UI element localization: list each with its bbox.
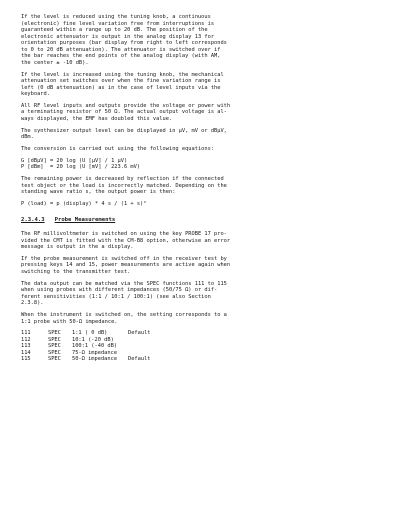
paragraph [21,231,372,251]
conversion-equations [21,158,372,171]
text-line: to 0 to 20 dB attenuation). The attenuator is switched over if [21,46,221,53]
reflection-section [21,176,372,196]
spec-key: SPEC [48,330,61,337]
text-line: vided the CMT is fitted with the CM-B8 option, otherwise an error [21,237,231,244]
spec-setting: 1:1 ( 0 dB) [72,330,108,337]
power-formula: P (load) = p (display) * 4 s / (1 + s)² [21,200,147,207]
text-line: keyboard. [21,91,50,98]
spec-number: 111 [21,330,31,337]
spec-key: SPEC [48,349,61,356]
spec-key: SPEC [48,343,61,350]
text-line: The data output can be matched via the SPEC functions 111 to 115 [21,280,227,287]
text-line: attenuation set switches over when the fine variation range is [21,78,221,85]
paragraph [21,146,372,153]
text-line: left (0 dB attenuation) as in the case of level inputs via the [21,84,221,91]
text-line: All RF level inputs and outputs provide the voltage or power with [21,102,231,109]
paragraph [21,281,372,307]
paragraph [21,312,372,325]
text-line: when using probes with different impedances (50/75 Ω) or dif- [21,287,218,294]
text-line: electronic attenuator is output in the analog display 13 for [21,33,215,40]
spec-note: Default [128,356,151,363]
power-formula-block [21,201,372,208]
text-line: dBm. [21,134,34,141]
text-line: 2.3.8). [21,300,44,307]
spec-number: 114 [21,349,31,356]
level-section [21,14,372,153]
section-title: Probe Measurements [54,217,116,224]
spec-number: 115 [21,356,31,363]
text-line: The synthesizer output level can be displayed in µV, mV or dBµV, [21,127,227,134]
spec-setting: 75-Ω impedance [72,349,118,356]
section-number: 2.3.4.3 [21,217,45,224]
text-line: ferent sensitivities (1:1 / 10:1 / 100:1) (see also Section [21,293,211,300]
text-line: pressing keys 14 and 15, power measurements are active again when [21,262,231,269]
text-line: When the instrument is switched on, the setting corresponds to a [21,312,227,319]
text-line: The conversion is carried out using the following equations: [21,146,215,153]
paragraph [21,176,372,196]
text-line: guaranteed within a range up to 20 dB. The position of the [21,27,208,34]
text-line: orientation purposes (bar display from right to left corresponds [21,40,227,47]
spec-row [21,356,372,363]
spec-note: Default [128,330,151,337]
text-line: If the level is reduced using the tuning knob, a continuous [21,14,211,20]
probe-section [21,231,372,325]
paragraph [21,72,372,98]
equation-dbm: P [dBm] = 20 log (U [mV] / 223.6 mV) [21,164,141,171]
paragraph [21,256,372,276]
text-line: standing wave ratio s, the output power is then: [21,189,176,196]
spec-key: SPEC [48,356,61,363]
text-line: The remaining power is decreased by reflection if the connected [21,176,224,183]
spec-number: 112 [21,336,31,343]
paragraph [21,14,372,66]
text-line: the center ± -10 dB). [21,59,89,66]
text-line: a terminating resistor of 50 Ω. The actual output voltage is al- [21,109,227,116]
text-line: switching to the transmitter test. [21,268,131,275]
text-line: ways displayed, the EMF has doubled this value. [21,116,173,123]
text-line: 1:1 probe with 50-Ω impedance. [21,318,118,325]
spec-setting: 100:1 (-40 dB) [72,343,118,350]
spec-function-table [21,330,372,363]
equation-dbuv: G [dBµV] = 20 log (U [µV] / 1 µV) [21,157,128,164]
spec-setting: 50-Ω impedance [72,356,118,363]
text-line: the bar reaches the end points of the analog display (with AM, [21,53,221,60]
text-line: The RF millivoltmeter is switched on using the key PROBE 17 pro- [21,230,227,237]
text-line: If the probe measurement is switched off in the receiver test by [21,255,227,262]
text-line: message is output in the a display. [21,244,134,251]
text-line: If the level is increased using the tuning knob, the mechanical [21,71,224,78]
paragraph [21,128,372,141]
text-line: (electronic) fine level variation free from interruptions is [21,20,215,27]
spec-setting: 10:1 (-20 dB) [72,336,114,343]
spec-number: 113 [21,343,31,350]
spec-key: SPEC [48,336,61,343]
text-line: test object or the load is incorrectly matched. Depending on the [21,182,227,189]
paragraph [21,103,372,123]
section-heading [21,217,372,224]
